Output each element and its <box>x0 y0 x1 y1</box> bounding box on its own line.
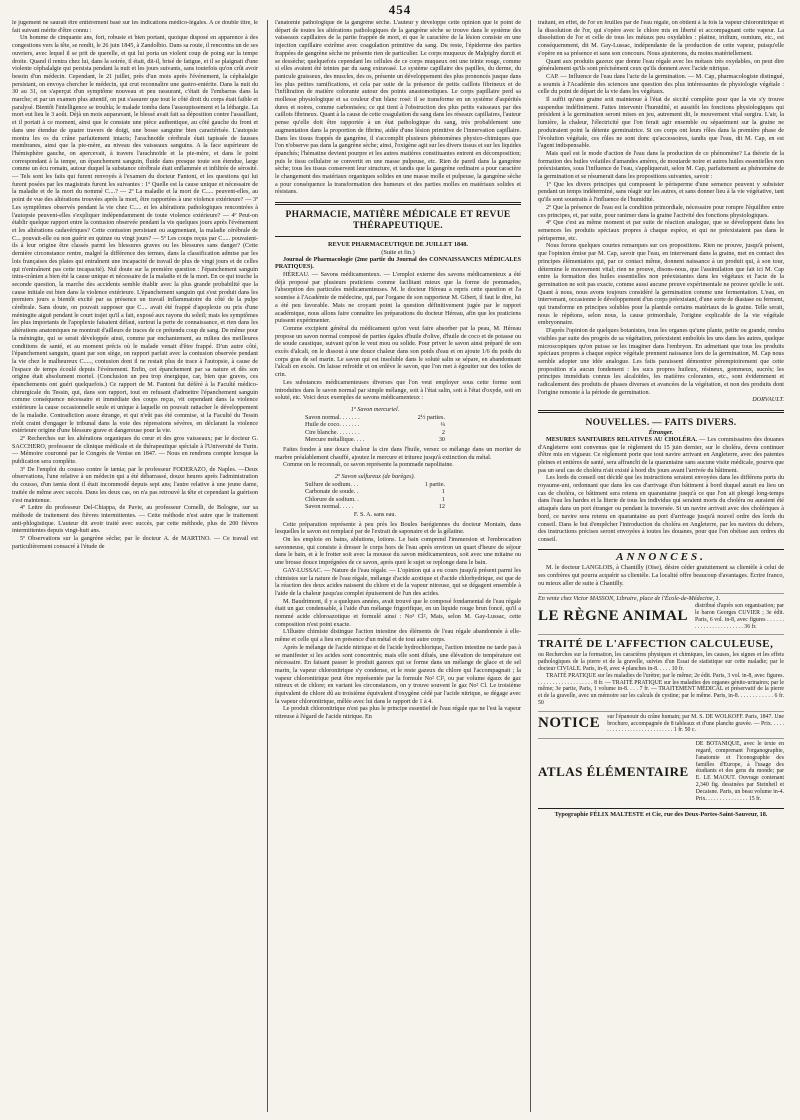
recipe-title: 2º Savon sulfureux (de barèges). <box>334 473 416 481</box>
quantity: 12 <box>438 503 445 511</box>
column-2 <box>275 20 521 1112</box>
recipe-line <box>305 414 445 422</box>
column-3 <box>538 20 784 1112</box>
col1-paragraph: 2º Recherches sur les altérations organiques du cœur et des gros vaisseaux; par le docteur G. SACCHERO, professeur de clinique médicale et de thérapeutique spéciale à l'Université de Turin. — Mémoire couronné par le Congrès de Venise en 1847. — Nous en rendrons compte lorsque la publication sera complète. <box>12 435 258 466</box>
quantity: 1 <box>441 495 445 503</box>
ad-affection-calculeuse <box>538 634 784 706</box>
col3-paragraph: Il suffit qu'une graine soit maintenue à l'état de siccité complète pour que la vie s'y trouve suspendue indéfiniment. Faites intervenir l'humidité, et aussitôt les fonctions physiologiques qui président à la germination seront mises en jeu, autrement dit, le mouvement vital surgira. L'air, la lumière, la chaleur, l'électricité que l'on ferait agir ensemble ou séparément sur la graine ne produiraient point la détente germinatrice. Si ces corps ont leurs rôles dans la première phase de l'évolution végétale, ces rôles ne sont donc qu'accessoires, tandis que l'eau, dit M. Cap, en est l'agent indispensable. <box>538 97 784 150</box>
news-title: NOUVELLES. — FAITS DIVERS. <box>585 418 737 429</box>
section-divider <box>538 549 784 550</box>
ad-big-title: ATLAS ÉLÉMENTAIRE <box>538 764 689 780</box>
ads-title: ANNONCES. <box>616 550 706 563</box>
subsection-title: REVUE PHARMACEUTIQUE DE JUILLET 1848. <box>327 241 468 249</box>
col3-paragraph: 1º Que les divers principes qui composent le périsperme d'une semence peuvent y subsister pendant un temps indéterminé, sans réagir sur les autres, et sans donner lieu à la vie végétative, tant qu'ils sont soustraits à l'influence de l'humidité. <box>538 181 784 204</box>
recipe-line <box>305 436 445 444</box>
recipe-line <box>305 429 445 437</box>
ad-text: sur l'épanouir du crâne humain; par M. S. DE WOLKOFF. Paris, 1847. Une brochure, accompagnée de 8 tableaux et d'une planche gravée. — Prix. . . . . . . . . . . . . . . . . . . . . . . . . . . . 1 fr. 50 c. <box>607 713 784 734</box>
quantity: 1 partie. <box>424 480 445 488</box>
ad-langlois: M. le docteur LANGLOIS, à Chantilly (Oise), désire céder gratuitement sa clientèle à celui de ses confrères qui pourra acquérir sa clientèle. La localité offre beaucoup d'avantages. Écrire franco, ou mieux aller de suite à Chantilly. <box>538 565 784 587</box>
col2-paragraph: Cette préparation représente à peu près les Boules barégiennes du docteur Montain, dans lesquelles le savon est remplacé par de l'extrait de saponaire et de la gélatine. <box>275 521 521 536</box>
quantity: ¼ <box>440 421 445 429</box>
ad-block <box>538 637 784 652</box>
col2-paragraph: HÉREAU. — Savons médicamenteux. — L'emploi externe des savons médicamenteux a été déjà proposé par plusieurs praticiens comme facilitant mieux que la forme de pommades, l'absorption des particules médicamenteuses. M. le docteur Héreau a repris cette question et l'a soumise à l'Académie de médecine, qui, par l'organe de son rapporteur M. Gibert, il faut le dire, lui a été peu favorable. Mais ne croyant point la question définitivement jugée par le rapport académique, nous allons faire connaître les préparations du docteur Héreau, afin que les praticiens puissent expérimenter. <box>275 271 521 325</box>
section-divider <box>275 236 521 237</box>
subsection-note: (Suite et fin.) <box>381 248 415 256</box>
ad-notice <box>538 711 784 734</box>
col2-intro: l'anatomie pathologique de la gangrène sèche. L'auteur y développe cette opinion que le point de départ de toutes les altérations pathologiques de la gangrène sèche se trouve dans le système des vaisseaux capillaires de la partie frappée de mort, et que le caractère de la lésion consiste en une injection capillaire extrême avec coagulation primitive du sang. Du reste, l'épiderme des parties frappées de gangrène sèche ne présente rien de particulier. Le corps muqueux de Malpighy durcit et se dessèche; quelquefois cependant les cellules de ce corps muqueux ont une teinte rouge, comme si elles avaient été teintes par du sang extravasé. Le système capillaire des papilles, du derme, du panicule graisseux, des muscles, des os, présente un développement des plus prononcés jusque dans les plus petites ramifications, et cela par suite de la présence de petits caillots fibrineux et de l'infiltration de matière colorante autour des points anastomotiques. Le corps papillaire perd sa mollesse physiologique et sa couleur d'un blanc rosé: il se transforme en un système d'aspérités dures et noires, comme carbonisées; ce qui tient à l'obstruction des plus petits vaisseaux par des caillots fibrineux. Quant à la cause de cette coagulation du sang dans les réseaux capillaires, l'auteur pense qu'elle doit être rapportée à un état pathologique du sang, très probablement une augmentation dans la proportion de fibrine, aidée d'une lésion primitive de l'innervation capillaire. Dans les tissus frappés de gangrène, il s'accomplit plusieurs phénomènes physico-chimiques que l'on n'observe pas dans la gangrène sèche; ainsi, l'oxigène agit sur les divers tissus et sur les liquides épanchés; l'hématine devient pourpre et les autres matières constituantes entrent en décomposition; puis le tissu cellulaire se convertit en une masse pulpeuse, etc. Rien de pareil dans la gangrène sèche; tous les tissus conservent leur structure, et tandis que la gangrène ordinaire a pour caractère le changement des matériaux organiques solides en une masse molle et pulpeuse, la gangrène sèche a pour conséquence la transformation des humeurs et des parties molles en matériaux solides et résistans. <box>275 20 521 196</box>
ingredient: Savon normal. . . . . <box>305 503 354 511</box>
news-subtitle: Étranger. <box>648 429 674 437</box>
col1-paragraph: 5º Observations sur la gangrène sèche; par le docteur A. de MARTINO. — Ce travail est particulièrement consacré à l'étude de <box>12 536 258 550</box>
quantity: 1 <box>441 488 445 496</box>
col2-paragraph: Après le mélange de l'acide nitrique et de l'acide hydrochlorique, l'action intestine ne tarde pas à se manifester si les acides sont concentrés; mais elle sont dilués, une élévation de température est nécessaire. En faisant passer le produit gazeux qui se forme dans un mélange de glace et de sel marin, la vapeur chloronitrique s'y condense, et le reste gazeux du chlore qui l'accompagnait ; la vapeur chloronitrique peut être représentée par la formule No² Cl², ou par volume égaux de gaz nitreux et de chlore; en variant les circonstances, on y trouve souvent le gaz No² Cl. Le troisième équivalent de chlore dû au troisième équivalent d'oxygène cédé par l'acide nitrique, se dégage avec la vapeur chloronitrique, mêlée avec lui dans le rapport de 1 à 4. <box>275 644 521 705</box>
recipe-title: 1º Savon mercuriel. <box>350 405 400 413</box>
col2-paragraph: Faites fondre à une douce chaleur la cire dans l'huile, versez ce mélange dans un mortier de marbre préalablement chauffé, ajoutez le mercure et triturez jusqu'à extinction du métal. <box>275 446 521 461</box>
typography-footer: Typographie FÉLIX MALTESTE et Cie, rue des Deux-Portes-Saint-Sauveur, 18. <box>538 808 784 819</box>
ad-big-title: LE RÈGNE ANIMAL <box>538 608 689 625</box>
recipe-line <box>305 503 445 511</box>
news-text: — Les commissaires des douanes d'Angleterre sont convenus que le règlement du 15 juin dernier, sur le choléra, devra continuer d'être mis en vigueur. Ce règlement porte que tout navire arrivant en Angleterre, avec des patentes pleines et entières de santé, sera affranchi de la quarantaine sans aucune visite médicale, pourvu que pas un seul cas de choléra n'ait existé à bord dix jours avant l'arrivée du bâtiment. <box>538 436 784 474</box>
column-rule-right <box>530 20 531 1112</box>
recipe-line <box>305 488 445 496</box>
ad-regne-animal <box>538 593 784 631</box>
recipe-line <box>305 481 445 489</box>
col1-paragraph: 3º De l'emploi du cousso contre le tænia; par le professeur FODERAZO, de Naples. —Deux observations, l'une relative à un médecin qui a été débarrassé, douze heures après l'administration du cousso, d'un tænia dont il était incommodé depuis sept ans; l'autre relative à une jeune dame, traitée de même avec succès. Dans les deux cas, on n'a pas retrouvé la tête et cependant la guérison s'est maintenue. <box>12 466 258 504</box>
page-number: 454 <box>388 2 412 17</box>
col1-paragraph: 4º Lettre du professeur Del-Chiappa, de Pavie, au professeur Comelli, de Bologne, sur sa méthode de traitement des fièvres intermittentes. — Cette méthode n'est autre que le traitement anti-phlogistique. L'auteur dit avoir traité avec succès, par cette méthode, plus de 200 fièvres intermittentes depuis vingt-huit ans. <box>12 505 258 535</box>
ad-head: En vente chez Victor MASSON, Libraire, place de l'École-de-Médecine, 1. <box>538 595 721 602</box>
section-title: PHARMACIE, MATIÈRE MÉDICALE ET REVUE THÉRAPEUTIQUE. <box>285 210 511 232</box>
recipe-line <box>305 496 445 504</box>
col2-paragraph: On les emploie en bains, ablutions, lotions. Le bain comprend l'immersion et l'embrocation savonneuse, qui consiste à dresser le corps hors de l'eau après environ un quart d'heure de séjour dans le bain, et à le frotter soit avec la mousse du savon médicamenteux, soit avec une mitaine ou une brosse douce imprégnées de ce savon, après quoi le sujet se replonge dans le bain. <box>275 536 521 567</box>
recipe-mercurial-soap <box>305 406 521 444</box>
col2-paragraph: Le produit chloronitrique n'est pas plus le principe essentiel de l'eau régale que ne l'est la vapeur nitreuse à l'égard de l'acide nitrique. En <box>275 706 521 721</box>
quantity: 30 <box>438 436 445 444</box>
news-paragraph: Les lords du conseil ont décidé que les instructions seraient envoyées dans les différens ports du royaume-uni, ordonnant que dans les cas d'arrivage d'un bâtiment à bord duquel aurait eu lieu un cas de choléra, ce bâtiment sera retenu en quarantaine jusqu'à ce que l'on ait plongé long-temps dans l'eau les hardes et la literie de tous les individus qui seraient morts du choléra ou auraient été attaqués dans un port étranger ou pendant la traversée. Si un navire arrivait avec des cholériques à bord, ce navire sera retenu en quarantaine au port d'arrivage jusqu'à nouvel ordre des lords du conseil. Dans le but d'empêcher l'introduction du choléra en Angleterre, par les navires du dehors, des instructions précises seront envoyées à toutes les douanes, pour que l'on obéisse aux ordres du conseil. <box>538 475 784 543</box>
ad-text: TRAITÉ PRATIQUE sur les maladies de l'urètre; par le même; 2e édit. Paris, 3 vol. in-8, avec figures. . . . . . . . . . . . . . . . . . . . 8 fr. — TRAITÉ PRATIQUE sur les maladies des organes génito-urinaires; par le même; 3e partie, Paris, 1 volume in-8. . . . 7 fr. — TRAITEMENT MÉDICAL et préservatif de la pierre et de la gravelle, avec un mémoire sur les calculs de cystine; par le même. Paris, in-8. . . . . . . . . . . . 6 fr. 50 <box>538 672 784 706</box>
ingredient: Chlorure de sodium. . <box>305 495 359 503</box>
col3-paragraph: CAP. — Influence de l'eau dans l'acte de la germination. — M. Cap, pharmacologiste distingué, a soumis à l'Académie des sciences une question des plus intéressantes de physiologie végétale : celle du point de départ de la vie dans les végétaux. <box>538 73 784 96</box>
col3-paragraph: D'après l'opinion de quelques botanistes, tous les organes qu'une plante, petite ou grande, rendra visibles par suite des progrès de sa végétation, préexistent emboîtés les uns dans les autres, quelque microscopiques qu'on puisse se les imaginer dans l'embryon. En admettant que tous les produits spéciaux propres à chaque espèce végétale prennent naissance lors de la germination, M. Cap nous semble adopter une idée analogue. Les faits paraissent démontrer péremptoirement que cette proposition n'a aucun fondement : les sucs propres huileux, résineux, gommeux, sucrés; les principes immédiats connus les alcaloïdes, les matières colorantes, etc., sont évidemment et radicalement des produits de phases diverses et avancées de la végétation, et non des produits dont l'origine remonte à la période de germination. <box>538 328 784 396</box>
recipe-sulfur-soap <box>305 473 521 519</box>
ad-block <box>538 714 784 734</box>
ingredient: Huile de coco. . . . . . . <box>305 421 360 429</box>
news-heading: MESURES SANITAIRES RELATIVES AU CHOLÉRA. <box>546 436 698 443</box>
col2-paragraph: Comme excipient général du médicament qu'on veut faire absorber par la peau, M. Héreau propose un savon normal composé de parties égales d'huile d'olive, d'huile de coco et de potasse ou de soude caustique, suivant qu'on le veut mou ou solide. Pour priver le savon ainsi préparé de son excès d'alcali, on le dissout à une douce chaleur dans son poids d'eau et on ajoute 1/6 du poids du corps gras de sel marin. Le savon qui est insoluble dans le soluté salin se sépare, en abandonnant l'alcali en excès. On laisse refroidir et on enlève le savon, que l'on met à égoutter sur des toiles de crin. <box>275 325 521 379</box>
col3-paragraph: Quant aux produits gazeux que donne l'eau régale avec les métaux très oxydables, on peut dire généralement qu'ils sont précisément ceux qu'ils donnent avec l'acide nitrique. <box>538 58 784 73</box>
col1-paragraph: Un homme de cinquante ans, fort, robuste et bien portant, quoique disposé en apparence à des congestions vers la tête, se rendit, le 26 juin 1845, à Zandolbio. Dans sa route, il rencontra un de ses ouvriers, avec lequel il se prit de querelle, et qui lui porta un violent coup de poing sur la tempe droite. Quand il rentra chez lui, dans la soirée, il était, dit-il, brisé de fatigue, et il se plaignait d'une violente céphalalgie qui persista pendant la nuit et les jours suivants, sans toutefois qu'on crût avoir besoin d'un médecin. Cependant, le 21 juillet, près d'un mois après l'événement, la céphalalgie persistant, on envoya chercher le médecin, qui crut reconnaître une gastro-entérite. Dans la nuit du 30 au 31, on s'aperçut d'un symptôme nouveau et peu rassurant, c'était de l'embarras dans la marche; et par un examen plus attentif, on put s'assurer que tout le côté droit du corps était faible et paralysé. Bientôt l'intelligence se troubla; le malade tomba dans l'assoupissement et la léthargie. La mort eut lieu le 3 août. Déjà un mois auparavant, le blessé avait fait sa déposition contre l'assaillant, et il portait à ce moment, ainsi que le constate une pièce authentique, au côté gauche du front et dans une étendue de quatre travers de doigt, une bosse sanguine bien caractérisée. L'autopsie montra les os du crâne parfaitement intacts; l'arachnoïde cérébrale était tapissée de fausses membranes, ainsi que la pie-mère, au niveau des vaisseaux sanguins. A la face supérieure de l'hémisphère gauche, on apercevait, à travers l'arachnoïde et la pie-mère, et dans le point correspondant à la tempe, un épanchement sanguin, fluide dans presque toute son étendue, large comme un écu romain, autour duquel la substance cérébrale était enflammée et infiltrée de sérosité. — Tels sont les faits qui furent renvoyés à l'examen du docteur Fantoni, et les questions qui lui furent posées par les magistrats furent les suivantes : 1º Quelle est la cause unique et nécessaire de la maladie et de la mort du nommé C....? — 2º La maladie et la mort de C..... peuvent-elles, au point de vue des altérations trouvées après la mort, être rapportées à une violence extérieure? — 3º Les symptômes observés pendant la vie chez C..... et les altérations pathologiques rencontrées à l'autopsie peuvent-elles s'expliquer indépendamment de toute violence extérieure? — 4º Peut-on établir quelque rapport entre la contusion observée pendant la vie quelques jours après l'événement et les altérations cadavériques? Cette contusion persistant ou augmentant, la maladie cérébrale de C... pouvait-elle ou non guérir en quinze ou vingt jours? — 5º Les coups reçus par C..... pouvaient-ils à leur origine être classés parmi les blessures graves ou les blessures sans danger? (Cette dernière circonstance rentre, malgré la différence des termes, dans la classification admise par les lois françaises des plaies qui entraînent une incapacité de travail de plus de vingt jours et de celles qui n'entraînent pas cette incapacité). Nul doute sur la première question : l'épanchement sanguin intra-crânien a bien été la cause unique et nécessaire de la maladie et de la mort. En ce qui touche la seconde question, la marche des accidents semble établir avec la plus grande probabilité que la cause initiale est bien dans la violence extérieure. L'épanchement sanguin qui s'est produit dans les premiers jours a bientôt excité par sa présence un travail inflammatoire du côté de la pulpe cérébrale. Sans doute, on pouvait supposer que C.... avait été frappé d'apoplexie ou pris d'une méningite aiguë pendant le court trajet qu'il a fait, exposé aux rayons du soleil; mais les symptômes les plus importants de l'apoplexie faisaient défaut, surtout la perte de connaissance, et rien dans les altérations anatomiques ne montrait d'ailleurs de traces de ce prétendu coup de sang. De même pour la méningite, qui se serait développée ainsi, comme par enchantement, au milieu des meilleures conditions de santé, et au moment précis où le malade venait d'être frappé. D'un autre côté, l'épanchement sanguin, quant par son siège, on rapport parfait avec la contusion observée pendant la vie chez le malheureux C....., contusion dont il ne restait plus de trace à l'autopsie, à cause de l'espace de temps écoulé depuis l'événement. Enfin, cet épanchement par sa nature et dès son origine était absolument mortel. (Conclusion un peu trop énergique, car, bien que graves, ces épanchements ont guéri quelquefois.) Ce rapport de M. Fantoni fut déféré à la Faculté médico-chirurgicale du Tessin, qui, dans son rapport, tout en refusant d'admettre l'épanchement sanguin comme conséquence nécessaire et immédiate des coups reçus, vit cependant dans la violence extérieure la cause occasionnelle seule et unique à laquelle on pouvait rattacher le développement de la maladie. Contradiction assez étrange, et qui n'eût pas été commise, si la Faculté du Tessin n'eût craint d'engager le tribunal dans la voie des répressions sévères, en déclarant la violence extérieure origine d'une blessure grave et dangereuse pour la vie. <box>12 35 258 435</box>
ad-big-title: NOTICE <box>538 715 601 732</box>
col2-paragraph: L'illustre chimiste distingue l'action intestine des éléments de l'eau régale abandonnée à elle-même et celle qui a lieu en présence d'un métal et de tout autre corps. <box>275 629 521 644</box>
ad-block <box>538 603 784 630</box>
ingredient: Savon normal. . . . . . . <box>305 413 360 421</box>
section-divider <box>275 202 521 205</box>
journal-ref: Journal de Pharmacologie (2me partie du Journal des CONNAISSANCES MÉDICALES PRATIQUES). <box>275 256 521 271</box>
ad-block <box>538 741 784 802</box>
col3-paragraph: Nous ferons quelques courtes remarques sur ces propositions. Rien ne prouve, jusqu'à présent, que l'opinion émise par M. Cap, savoir que l'eau, en intervenant dans la graine, met en contact des principes élémentaires qui, par ce contact même, donnent naissance à un produit qui, à son tour, détermine le mouvement vital; rien ne prouve, disons-nous, que l'assimilation que fait ici M. Cap entre la formation des huiles essentielles non préexistantes dans les végétaux et l'acte de la germination ne soit pas exacte, comme aussi aucune preuve expérimentale ne prouve qu'elle le soit. Quant à nous, nous avons toujours considéré la germination comme une fermentation. L'eau, en intervenant, occasionne le développement d'un corps préexistant, d'une sorte de diastase ou ferment, qui transforme en principes solubles pour la plantule certains matériaux de la graine. Telle serait, nous le répétons, selon nous, la cause primordiale, l'origine explicable de la vie végétale embryonnaire. <box>538 243 784 327</box>
col2-paragraph: Les substances médicamenteuses diverses que l'on veut employer sous cette forme sont introduites dans le savon normal par simple mélange, soit à l'état salin, soit à l'état d'oxyde, soit en soluté, etc. Voici deux exemples de savons médicamenteux : <box>275 379 521 402</box>
ad-text: DE BOTANIQUE, avec le texte en regard, comprenant l'organographie, l'anatomie et l'iconographie des familles d'Europe, à l'usage des étudiants et des gens du monde; par E. LE MAOUT. Ouvrage contenant 2,340 fig. dessinées par Steinheil et Decaisne. Paris, un beau volume in-4. Prix. . . . . . . . . . . . . . . 15 fr. <box>695 741 784 802</box>
ad-big-title: TRAITÉ DE L'AFFECTION CALCULEUSE, <box>538 638 774 651</box>
quantity: 2½ parties. <box>417 413 445 421</box>
author-signature: DORVAULT. <box>752 397 784 404</box>
col1-paragraph: le jugement ne saurait être entièrement basé sur les indications médico-légales. A ce double titre, le fait suivant mérite d'être connu : <box>12 20 258 34</box>
section-divider <box>538 410 784 413</box>
ingredient: Cire blanche. . . . . . . . <box>305 428 360 436</box>
ingredient: Sulfure de sodium. . . <box>305 480 359 488</box>
recipe-line <box>305 421 445 429</box>
col3-paragraph: 4º Que c'est au même moment et par suite de réaction analogue, que se développent dans les semences les produits spéciaux propres à chaque espèce, et qui ne préexistaient pas dans le périsperme, etc. <box>538 220 784 242</box>
col2-paragraph: GAY-LUSSAC. — Nature de l'eau régale. — L'opinion qui a eu cours jusqu'à présent parmi les chimistes sur la nature de l'eau régale, mélange d'acide azotique et d'acide chlorhydrique, est que de la réaction des deux acides naissent du chlore et de la vapeur nitreuse, qui se dégagent ensemble à l'aide de la chaleur jusqu'au complet épuisement de l'un des acides. <box>275 567 521 597</box>
ad-atlas <box>538 738 784 802</box>
ad-text: distribué d'après son organisation; par le baron Georges CUVIER ; 3e édit. Paris, 6 vol. in-8, avec figures . . . . . . . . . . . . . . . . . . . . . . . 36 fr. <box>695 603 784 630</box>
column-rule-left <box>267 20 268 1112</box>
col3-paragraph: traitant, en effet, de l'or en feuilles par de l'eau régale, on obtient à la fois la vapeur chloronitrique et la dissolution de l'or, qui s'opère avec le chlore mis en liberté et accompagnant cette vapeur. La dissolution de l'or et celle de tous les métaux peu oxydables : platine, iridium, osmium, etc., est conséquemment, dit M. Gay-Lussac, indépendante de la production de cette vapeur, puisqu'elle s'opère en sa présence et sans son concours. Nous ajouterons, du moins matériellement. <box>538 20 784 57</box>
col2-paragraph: M. Baudrimont, il y a quelques années, avait trouvé que le composé fondamental de l'eau régale était un gaz condensable, à l'aide d'un mélange frigorifique, en un liquide rouge brun foncé, qu'il a nommé acide chloroazotique et formulé ainsi : No³ Cl², Mais, selon M. Gay-Lussac, cette composition n'est point exacte. <box>275 598 521 628</box>
col3-paragraph: Mais quel est le mode d'action de l'eau dans la production de ce phénomène? La théorie de la formation des huiles volatiles d'amandes amères, de moutarde noire et autres huiles essentielles non préexistantes, sous l'influence de l'eau, s'appliquerait, selon M. Cap, parfaitement au phénomène de la germination et se résumerait dans les propositions suivantes, savoir : <box>538 150 784 181</box>
ingredient: Carbonate de soude. . <box>305 488 359 496</box>
quantity: 2 <box>441 428 445 436</box>
ad-text: ou Recherches sur la formation, les caractères physiques et chimiques, les causes, les signes et les effets pathologiques de la pierre et de la gravelle, suivies d'un Essai de statistique sur cette maladie; par le docteur CIVIALE. Paris, in-8, avec 4 planches in-8. . . . . 10 fr. <box>538 652 784 672</box>
column-1 <box>12 20 258 1112</box>
ingredient: Mercure métallique. . . . <box>305 436 365 444</box>
col3-paragraph: 2º Que la présence de l'eau est la condition primordiale, nécessaire pour rompre l'équilibre entre ces principes, et, par suite, pour ranimer dans la graine l'activité des fonctions physiologiques. <box>538 204 784 219</box>
col2-paragraph: Comme on le reconnaît, ce savon représente la pommade napolitaine. <box>283 462 454 469</box>
recipe-footer: F. S. A. sans eau. <box>353 510 397 518</box>
news-paragraph <box>538 437 784 476</box>
